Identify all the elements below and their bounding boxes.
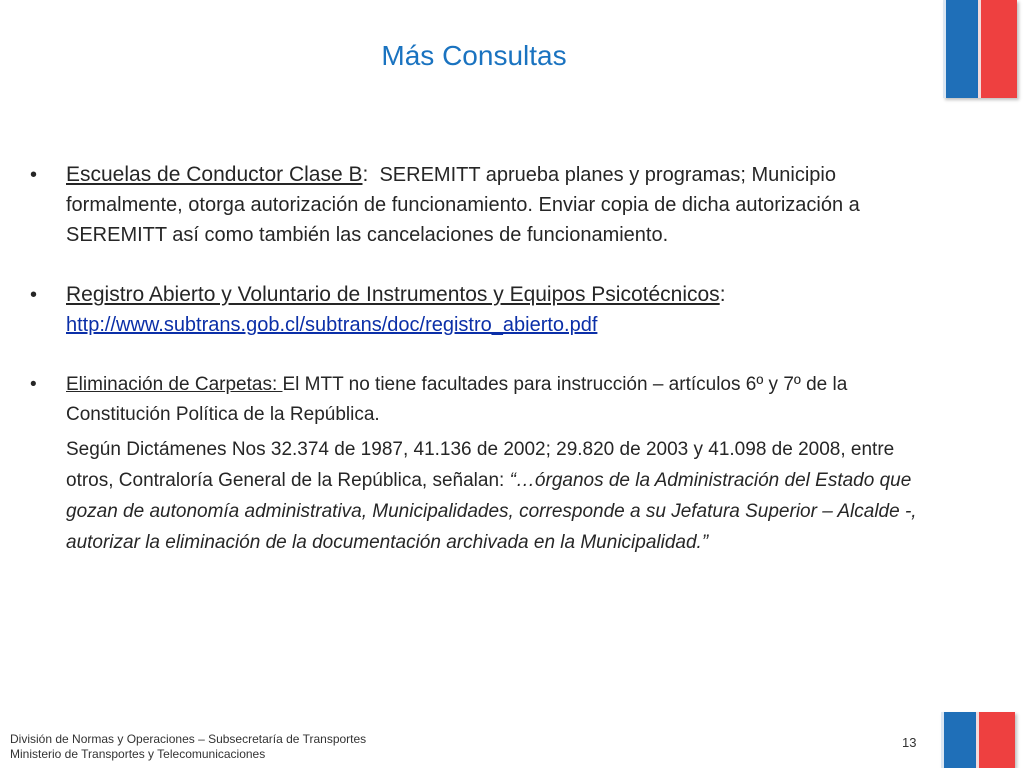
flag-logo-top bbox=[940, 0, 1018, 98]
slide-content bbox=[30, 160, 920, 558]
bullet-item-eliminacion bbox=[30, 370, 920, 430]
footer bbox=[10, 732, 366, 762]
bullet-text: El MTT no tiene facultades para instrucción – artículos 6º y 7º de la Constitución Política de la República. bbox=[66, 374, 848, 425]
flag-red-stripe bbox=[978, 0, 1017, 98]
bullet-marker: • bbox=[30, 164, 38, 186]
paragraph-text: Según Dictámenes Nos 32.374 de 1987, 41.136 de 2002; 29.820 de 2003 y 41.098 de 2008, entre otros, Contraloría General de la República, señalan: bbox=[66, 439, 895, 491]
slide-title: Más Consultas bbox=[381, 40, 567, 71]
flag-blue-stripe bbox=[943, 0, 978, 98]
bullet-item-registro bbox=[30, 280, 920, 340]
flag-blue-stripe bbox=[941, 712, 976, 768]
page-number: 13 bbox=[902, 735, 917, 750]
bullet-item-escuelas bbox=[30, 160, 920, 250]
footer-line-1: División de Normas y Operaciones – Subsecretaría de Transportes bbox=[10, 732, 367, 746]
bullet-marker: • bbox=[30, 284, 38, 306]
dictamenes-paragraph bbox=[30, 434, 920, 558]
bullet-marker: • bbox=[30, 374, 37, 395]
paragraph-quote: “…órganos de la Administración del Estado que gozan de autonomía administrativa, Municipalidades, corresponde a su Jefatura Superior – Alcalde -, autorizar la eliminación de la documentación archivada en la Municipalidad.” bbox=[66, 470, 917, 553]
bullet-colon: : bbox=[719, 283, 726, 306]
bullet-colon: : bbox=[362, 163, 369, 186]
registro-link[interactable]: http://www.subtrans.gob.cl/subtrans/doc/registro_abierto.pdf bbox=[66, 314, 598, 336]
bullet-text: SEREMITT aprueba planes y programas; Municipio formalmente, otorga autorización de funcionamiento. Enviar copia de dicha autorización a SEREMITT así como también las cancelaciones de funcionamiento. bbox=[66, 164, 860, 246]
bullet-heading: Escuelas de Conductor Clase B bbox=[66, 163, 363, 186]
bullet-heading: Eliminación de Carpetas: bbox=[66, 374, 283, 395]
bullet-heading: Registro Abierto y Voluntario de Instrumentos y Equipos Psicotécnicos bbox=[66, 283, 720, 306]
flag-red-stripe bbox=[976, 712, 1015, 768]
flag-logo-bottom bbox=[938, 712, 1018, 768]
footer-line-2: Ministerio de Transportes y Telecomunicaciones bbox=[10, 747, 266, 761]
